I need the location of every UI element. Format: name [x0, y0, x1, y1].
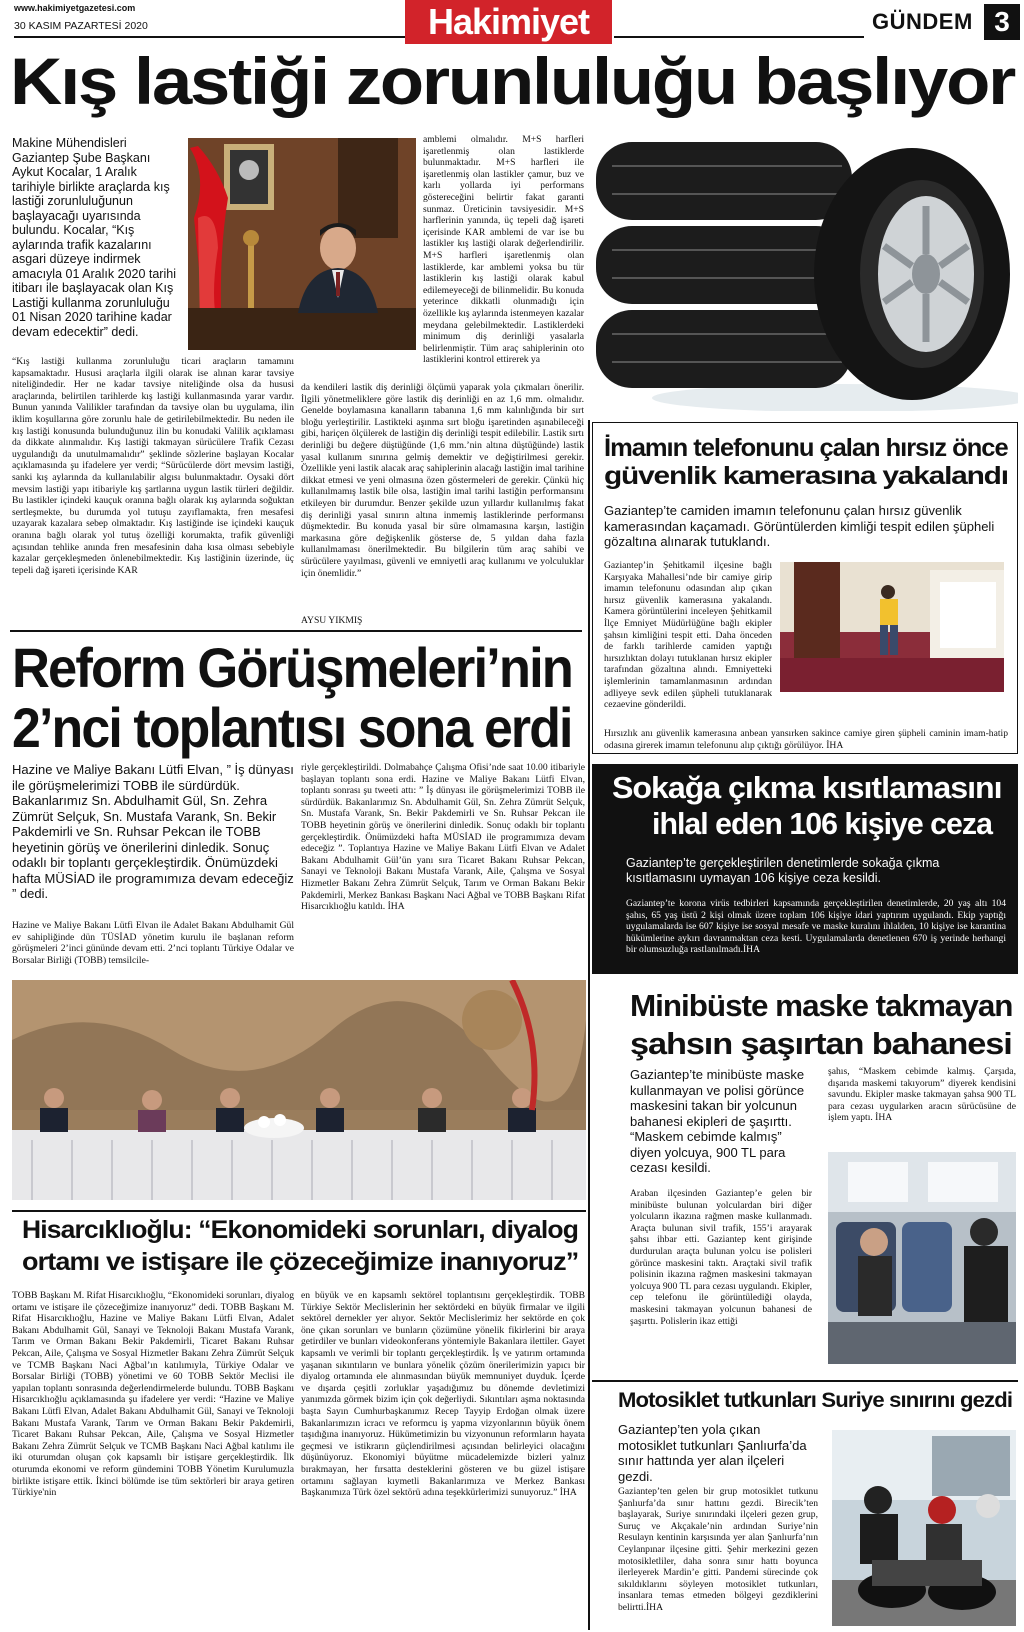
- curfew-headline-line1: Sokağa çıkma kısıtlamasını: [612, 770, 1002, 805]
- main-byline: AYSU YIKMIŞ: [301, 615, 363, 626]
- hisarcikli-body-right: en büyük ve en kapsamlı sektörel toplantısını gerçekleştirdik. TOBB Türkiye Sektör Meclislerinin her sektördeki en büyük firmalar ve ilgili sektörel dernekler yer alıyor. Sektör Meclislerimiz her sektörde en çok öne çıkan sorunları ve bunların çözümüne yönelik fikirlerini bir araya getirdiler ve bunları videokonferans yöntemiyle Bakanlara ilettiler. Gayet kapsamlı ve verimli bir toplantı gerçekleştirdik. İş ve yatırım ortamında yaşanan sıkıntıların ve bunlara yönelik çözüm önerilerimizin yapıcı bir diyalog ortamında ele alınmasından büyük memnuniyet duyduk. İçerde ve dışarda çeşitli zorluklar yaşadığımız bu dönemde devletimizi yanımızda görmek bizim için çok değerliydi. Sıkıntıları aşma noktasında başta Sayın Cumhurbaşkanımız Recep Tayyip Erdoğan olmak üzere Bakanlarımızın icracı ve reformcu iş yapma vizyonlarının büyük önem taşıdığına inanıyoruz. Hükümetimizin bu vizyonunun reformların hayata geçmesi ve istikrarın güçlendirilmesi açısından belirleyici olacağını düşünüyoruz. Ekonomiyi büyütme mücadelemizde bizleri yalnız bırakmayan, her fırsatta desteklerini gösteren ve bu güzel istişare ortamını sağlayan kıymetli Bakanlarımıza ve Merkez Bankası Başkanımıza Türk özel sektörü adına teşekkürlerimizi sunuyoruz.” İHA: [301, 1290, 585, 1499]
- mosque-interior-still: [780, 562, 1004, 692]
- moto-lead: Gaziantep’ten yola çıkan motosiklet tutkunları Şanlıurfa’da sınır hattında yer alan ilçeleri gezdi.: [618, 1422, 807, 1484]
- portrait-photo: [188, 138, 416, 350]
- minibus-bottom-rule: [592, 1380, 1018, 1382]
- reform-body-right: riyle gerçekleştirildi. Dolmabahçe Çalışma Ofisi’nde saat 10.00 itibariyle başlayan toplantı sona erdi. Hazine ve Maliye Bakanı Lütfi Elvan, toplantı sonrası şu tweeti attı: ” İş dünyası ile görüşmelerimizi TOBB ile sürdürdük. Bakanlarımız Sn. Abdulhamit Gül, Sn. Zehra Zümrüt Selçuk, Sn. Mustafa Varank, Sn. Bekir Pakdemirli ve Sn. Ruhsar Pekcan ile TOBB heyetinin görüş ve önerilerini dinledik. Sonuç odaklı bir toplantı gerçekleştirdik. Önümüzdeki hafta MÜSİAD ile programımıza devam edeceğiz ”. Toplantıya Hazine ve Maliye Bakanı Lütfi Elvan ve Adalet Bakanı Abdulhamit Gül’ün yanı sıra Ticaret Bakanı Ruhsar Pekcan, Sanayi ve Teknoloji Bakanı Mustafa Varank, Aile, Çalışma ve Sosyal Hizmetler Bakanı Zehra Zümrüt Selçuk, Tarım ve Orman Bakanı Bekir Pakdemirli, Merkez Bankası Başkanı Naci Ağbal ve TOBB Başkanı Rifat Hisarcıklıoğlu katıldı. İHA: [301, 762, 585, 913]
- imam-body-tail: Hırsızlık anı güvenlik kamerasına anbean yansırken sakince camiye giren şüpheli caminin imam-hatip odasına girerek imamın telefonunu alıp çıktığı görülüyor. İHA: [604, 728, 1008, 751]
- curfew-headline-line2: ihlal eden 106 kişiye ceza: [652, 806, 992, 841]
- page-number-badge: [984, 4, 1020, 40]
- main-body-left: “Kış lastiği kullanma zorunluluğu ticari araçların tamamını kapsamaktadır. Hususi araçlarla ilgili olarak ise alınan karar tavsiye niteliğindedir. Her ne kadar tavsiye niteliğinde olsa da hususi araçlarında, belirtilen tarihlerde kış lastiği kullanmasında yarar vardır. Bunun yanında Valilikler tarafından da tavsiye olan bu uygulama, ilin iklim koşullarına göre zorunlu hale de getirilebilmektedir. Bu neden ile kış lastiği konusunda bulunduğunuz ilin bu konudaki Valilik açıklaması da dikkate alınmalıdır. Kış lastiği takmayan sürücülere Trafik Cezası uygulandığı da unutulmamalıdır” şeklinde sözlerine başlayan Kocalar açıklamasında şu ifadelere yer verdi; “Sürücülerde dört mevsim lastiği, sanki kış aylarında da kullanılabilir algısı bulunmaktadır. Oysaki dört mevsim lastiği yapı itibariyle kış şartlarına uygun lastik türleri değildir. Bu lastikler içindeki kauçuk oranına bağlı olarak kış aylarında soğuktan sertleşmekte, bu durumda yol tutuşu zayıflamakta, fren mesafesi uzayarak kazalara sebep olmaktadır. Kış lastiğinde ise içindeki kauçuk oranına bağlı olarak yol tutuş özelliği korumakta, trafik güvenliği açısından tehlike anında fren mesafesinin daha kısa olması sebebiyle kazalar gerçekleşmeden önlenebilmektedir. Kış lastiğinin üzerinde, üç tepeli dağ işareti içerisinde KAR: [12, 356, 294, 576]
- curfew-lead: Gaziantep’te gerçekleştirilen denetimlerde sokağa çıkma kısıtlamasını uymayan 106 kişiye ceza kesildi.: [626, 856, 940, 885]
- tires-illustration: [592, 136, 1018, 411]
- imam-headline-line1: İmamın telefonunu çalan hırsız önce: [604, 434, 1008, 462]
- motorcyclists-group: [832, 1430, 1016, 1626]
- moto-headline: Motosiklet tutkunları Suriye sınırını gezdi: [618, 1389, 1013, 1412]
- hisarcikli-headline-line1: Hisarcıklıoğlu: “Ekonomideki sorunları, diyalog: [22, 1216, 579, 1244]
- column-divider: [588, 420, 590, 1630]
- logo-text: Hakimiyet: [427, 1, 590, 42]
- meeting-photo: [12, 980, 586, 1200]
- main-lead: Makine Mühendisleri Gaziantep Şube Başkanı Aykut Kocalar, 1 Aralık tarihiyle birlikte araçlarda kış lastiği zorunluluğunun başlayacağı uyarısında bulundu. Kocalar, “Kış aylarında trafik kazalarını asgari düzeye indirmek amacıyla 01 Aralık 2020 tarihi itibarı ile başlayacak olan Kış Lastiği kullanma zorunluluğu 01 Nisan 2020 tarihine kadar devam edecektir” dedi.: [12, 136, 176, 339]
- masthead-rule: [14, 36, 410, 38]
- minibus-headline-line2: şahsın şaşırtan bahanesi: [630, 1026, 1012, 1061]
- newspaper-logo: [405, 0, 612, 44]
- reform-body-left: Hazine ve Maliye Bakanı Lütfi Elvan ile Adalet Bakanı Abdulhamit Gül ev sahipliğinde dün TÜSİAD yönetim kurulu ile başlanan reform görüşmeleri 2’inci gününde devam etti. 2’nci toplantı Türkiye Odalar ve Borsalar Birliği (TOBB) temsilcile-: [12, 920, 294, 966]
- motorcycle-photo: [832, 1430, 1016, 1626]
- imam-lead: Gaziantep’te camiden imamın telefonunu çalan hırsız güvenlik kamerasından kaçamadı. Görüntülerden kimliği tespit edilen şüpheli gözaltına alınarak tutuklandı.: [604, 503, 995, 549]
- masthead-rule-right: [614, 36, 864, 38]
- reform-headline-line1: Reform Görüşmeleri’nin: [12, 636, 573, 699]
- issue-date: 30 KASIM PAZARTESİ 2020: [14, 20, 148, 32]
- minibus-body-top: şahıs, “Maskem cebimde kalmış. Çarşıda, dışarıda maskemi takıyorum” diyerek kendisini savundu. Ekipler maske takmayan şahsa 900 TL para cezası uygularken aracın sürücüsüne de işlem yaptı. İHA: [828, 1066, 1016, 1124]
- main-body-mid-top: amblemi olmalıdır. M+S harfleri işaretlenmiş olan lastiklerde bulunmaktadır. M+S harfleri ile işaretlenmiş olan lastikler çamur, buz ve karlı yollarda iyi performans göstereceğini belirtir fakat garanti sunmaz. Üreticinin tavsiyesidir. M+S harflerinin yanında, üç tepeli dağ işareti içerisinde KAR amblemi de var ise bu lastikler kış lastiği olarak değerlendirilir. M+S harfleri işaretlenmiş olan lastiklerde, kar amblemi yoksa bu tür lastiklerin kış lastiği olarak kabul edilemeyeceği de bilinmelidir. Bu konuda yeterince dikkatli olunmadığı için özellikle kış aylarında istenmeyen kazalar meydana gelebilmektedir. Lastiklerdeki minimum diş derinliği yasalarla belirlenmiştir. Tüm araç sahiplerinin oto lastiklerini kontrol ettirerek ya: [423, 134, 584, 366]
- minibus-photo: [828, 1152, 1016, 1364]
- minibus-lead: Gaziantep’te minibüste maske kullanmayan ve polisi görünce maskesini takan bir yolcunun bahanesi ekipleri de şaşırttı. “Maskem cebimde kalmış” diyen yolcuya, 900 TL para cezası kesildi.: [630, 1067, 805, 1175]
- imam-body: Gaziantep’in Şehitkamil ilçesine bağlı Karşıyaka Mahallesi’nde bir camiye girip imamın telefonunu odasından alıp çıkan hırsız güvenlik kamerasına yakalandı. Kamera görüntülerini inceleyen Şehitkamil İlçe Emniyet Müdürlüğüne bağlı ekipler şahsın kimliğini tespit etti. Daha önceden de farklı tarihlerde camiden yaptığı hırsızlıktan dolayı tutuklanan hırsız ekipler tarafından gözaltına alındı. Emniyetteki işlemlerinin tamamlanmasının ardından adliyeye sevk edilen şüpheli tutuklanarak cezaevine gönderildi.: [604, 560, 772, 710]
- moto-body: Gaziantep’ten gelen bir grup motosiklet tutkunu Şanlıurfa’da sınır hattını gezdi. Birecik’ten başlayarak, Suriye sınırındaki ilçeleri gezen grup, Suruç ve Akçakale’nin ardından Suriye’nin Resulayn kentinin karşısında yer alan Şanlıurfa’nın Ceylanpınar ilçesine gitti. Şehir merkezini gezen motosikletliler, daha sonra sınır hattı boyunca ilerleyerek Mardin’e gitti. Pandemi sürecinde çok sıkıldıklarını söyleyen motosiklet tutkunları, insanlara temas etmeden bölgeyi gezdiklerini belirtti.İHA: [618, 1486, 818, 1613]
- hisarcikli-top-rule: [12, 1210, 586, 1212]
- hisarcikli-body-left: TOBB Başkanı M. Rifat Hisarcıklıoğlu, “Ekonomideki sorunları, diyalog ortamı ve istişare ile çözeceğimize inanıyoruz” dedi. TOBB Başkanı M. Rifat Hisarcıklıoğlu, Hazine ve Maliye Bakanı Lütfi Elvan, Adalet Bakanı Abdulhamit Gül, Sanayi ve Teknoloji Bakanı Mustafa Varank, Tarım ve Orman Bakanı Bekir Pakdemirli, Ticaret Bakanı Ruhsar Pekcan, Aile, Çalışma ve Sosyal Hizmetler Bakanı Zehra Zümrüt Selçuk ve TCMB Başkanı Naci Ağbal’ın katılımıyla, Türkiye Odalar ve Borsalar Birliği (TOBB) yönetimi ve 60 TOBB Sektör Meclisi ile yapılan toplantı sonrasında değerlendirmelerde bulundu. TOBB Başkanı Hisarcıklıoğlu açıklamasında şu ifadelere yer verdi: “Hazine ve Maliye Bakanı Lütfi Elvan, Adalet Bakanı Abdulhamit Gül, Sanayi ve Teknoloji Bakanı Mustafa Varank, Tarım ve Orman Bakanı Bekir Pakdemirli, Ticaret Bakanı Ruhsar Pekcan, Aile, Çalışma ve Sosyal Hizmetler Bakanı Zehra Zümrüt Selçuk ve TCMB Başkanı Naci Ağbal katılımı ile iki oturumdan oluşan çok kapsamlı bir istişare gerçekleştirdik. İlk oturumda ekonomi ve reform gündemini TOBB Yönetim Kurulumuzla birlikte istişare ettik. İkinci bölümde ise tüm sektörleri bir araya getiren Türkiye'nin: [12, 1290, 294, 1499]
- page-number: 3: [994, 6, 1010, 37]
- curfew-body: Gaziantep’te korona virüs tedbirleri kapsamında gerçekleştirilen denetimlerde, 20 yaş altı 104 şahıs, 65 yaş üstü 2 kişi olmak üzere toplam 106 kişiye idari yaptırım uygulandı. Ekip yaptığı uygulamalarda ise 607 kişiye ise sosyal mesafe ve maske kuralını ihlalden, 10 kişiye ise karantina hükümlerine aykırı davranmaktan ceza kesti. Uygulamalarda denetlenen 670 iş yerinde herhangi bir olumsuzluğa rastlanılmadı.İHA: [626, 898, 1006, 956]
- section-label: GÜNDEM: [872, 9, 973, 34]
- imam-headline-line2: güvenlik kamerasına yakalandı: [604, 462, 1008, 490]
- section-divider: [10, 630, 582, 632]
- reform-lead: Hazine ve Maliye Bakanı Lütfi Elvan, ” İş dünyası ile görüşmelerimizi TOBB ile sürdürdük. Bakanlarımız Sn. Abdulhamit Gül, Sn. Zehra Zümrüt Selçuk, Sn. Mustafa Varank, Sn. Bekir Pakdemirli ve Sn. Ruhsar Pekcan ile TOBB heyetinin görüş ve önerilerini dinledik. Sonuç odaklı bir toplantı gerçekleştirdik. Önümüzdeki hafta MÜSİAD ile programımıza devam edeceğiz ” dedi.: [12, 762, 294, 901]
- winter-tire-photo: [592, 136, 1018, 411]
- main-body-mid: da kendileri lastik diş derinliği ölçümü yaparak yola çıkmaları önerilir. İlgili yönetmeliklere göre lastik diş derinliği en az 1,6 mm. olmalıdır. Genelde boylamasına kanalların tabanına 1,6 mm kalınlığında bir sırt bloğu yerleştirilir. Lastikteki aşınma sırt bloğu işaretinden aşınabileceği gibi, hariçen ölçülerek de lastiğin diş derinliği tespit edilebilir. Lastik sırtı derinliği bu değere düştüğünde (1,6 mm.’nin altına düştüğünde) lastik yasal kullanım sınırına gelmiş demektir ve değiştirilmesi gerekir. Özellikle yeni lastik alacak araç sahiplerinin alacağı lastiğin imal tarihine dikkat etmesi ve yeni olmasına özen göstermeleri de gerekir. Çünkü hiç kullanılmamış lastik bile olsa, lastiğin imal tarihi lastiğin performansını etkileyen bir durumdur. Benzer şekilde uzun yıllardır kullanılmış fakat diş derinliği yasal sınırın altına inmemiş lastiklerinde performansı düşmektedir. Bu konuda yasal bir süre olmamasına karşın, lastiğin markasına göre değişkenlik gösterse de, 5 yıldan daha fazla kullanılmaması önerilmektedir. Bu bilgilerin tüm araç sahibi ve sürücülere yayılması, güvenli ve emniyetli araç kullanımı ve yolculuklar için önemlidir.”: [301, 382, 584, 579]
- security-camera-photo: [780, 562, 1004, 692]
- office-portrait: [188, 138, 416, 350]
- main-headline: Kış lastiği zorunluluğu başlıyor: [10, 44, 1015, 118]
- ministers-meeting: [12, 980, 586, 1200]
- website-url: www.hakimiyetgazetesi.com: [14, 3, 136, 13]
- hisarcikli-headline-line2: ortamı ve istişare ile çözeceğimize inanıyoruz”: [22, 1248, 579, 1276]
- minibus-body: Araban ilçesinden Gaziantep’e gelen bir minibüste bulunan yolculardan biri diğer yolcuların ikazına rağmen maske kullanmadı. Araçta bulunan sivil trafik, 155’i arayarak şahsı ihbar etti. Gaziantep kent girişinde durdurulan araçta bulunan yolcu ise polisleri görünce maskesini taktı. Araçtaki sivil trafik polisinin ikazına rağmen maskesini takmayan yolcuya 900 TL para cezası uygulandı. Ekipler, cep telefonu ile görüntülediği olayda, maskesini takmayan yolcunun bahanesi de şaşırttı. Polislerin ikaz ettiği: [630, 1188, 812, 1327]
- reform-headline-line2: 2’nci toplantısı sona erdi: [12, 696, 572, 759]
- minibus-interior: [828, 1152, 1016, 1364]
- minibus-headline-line1: Minibüste maske takmayan: [630, 988, 1013, 1023]
